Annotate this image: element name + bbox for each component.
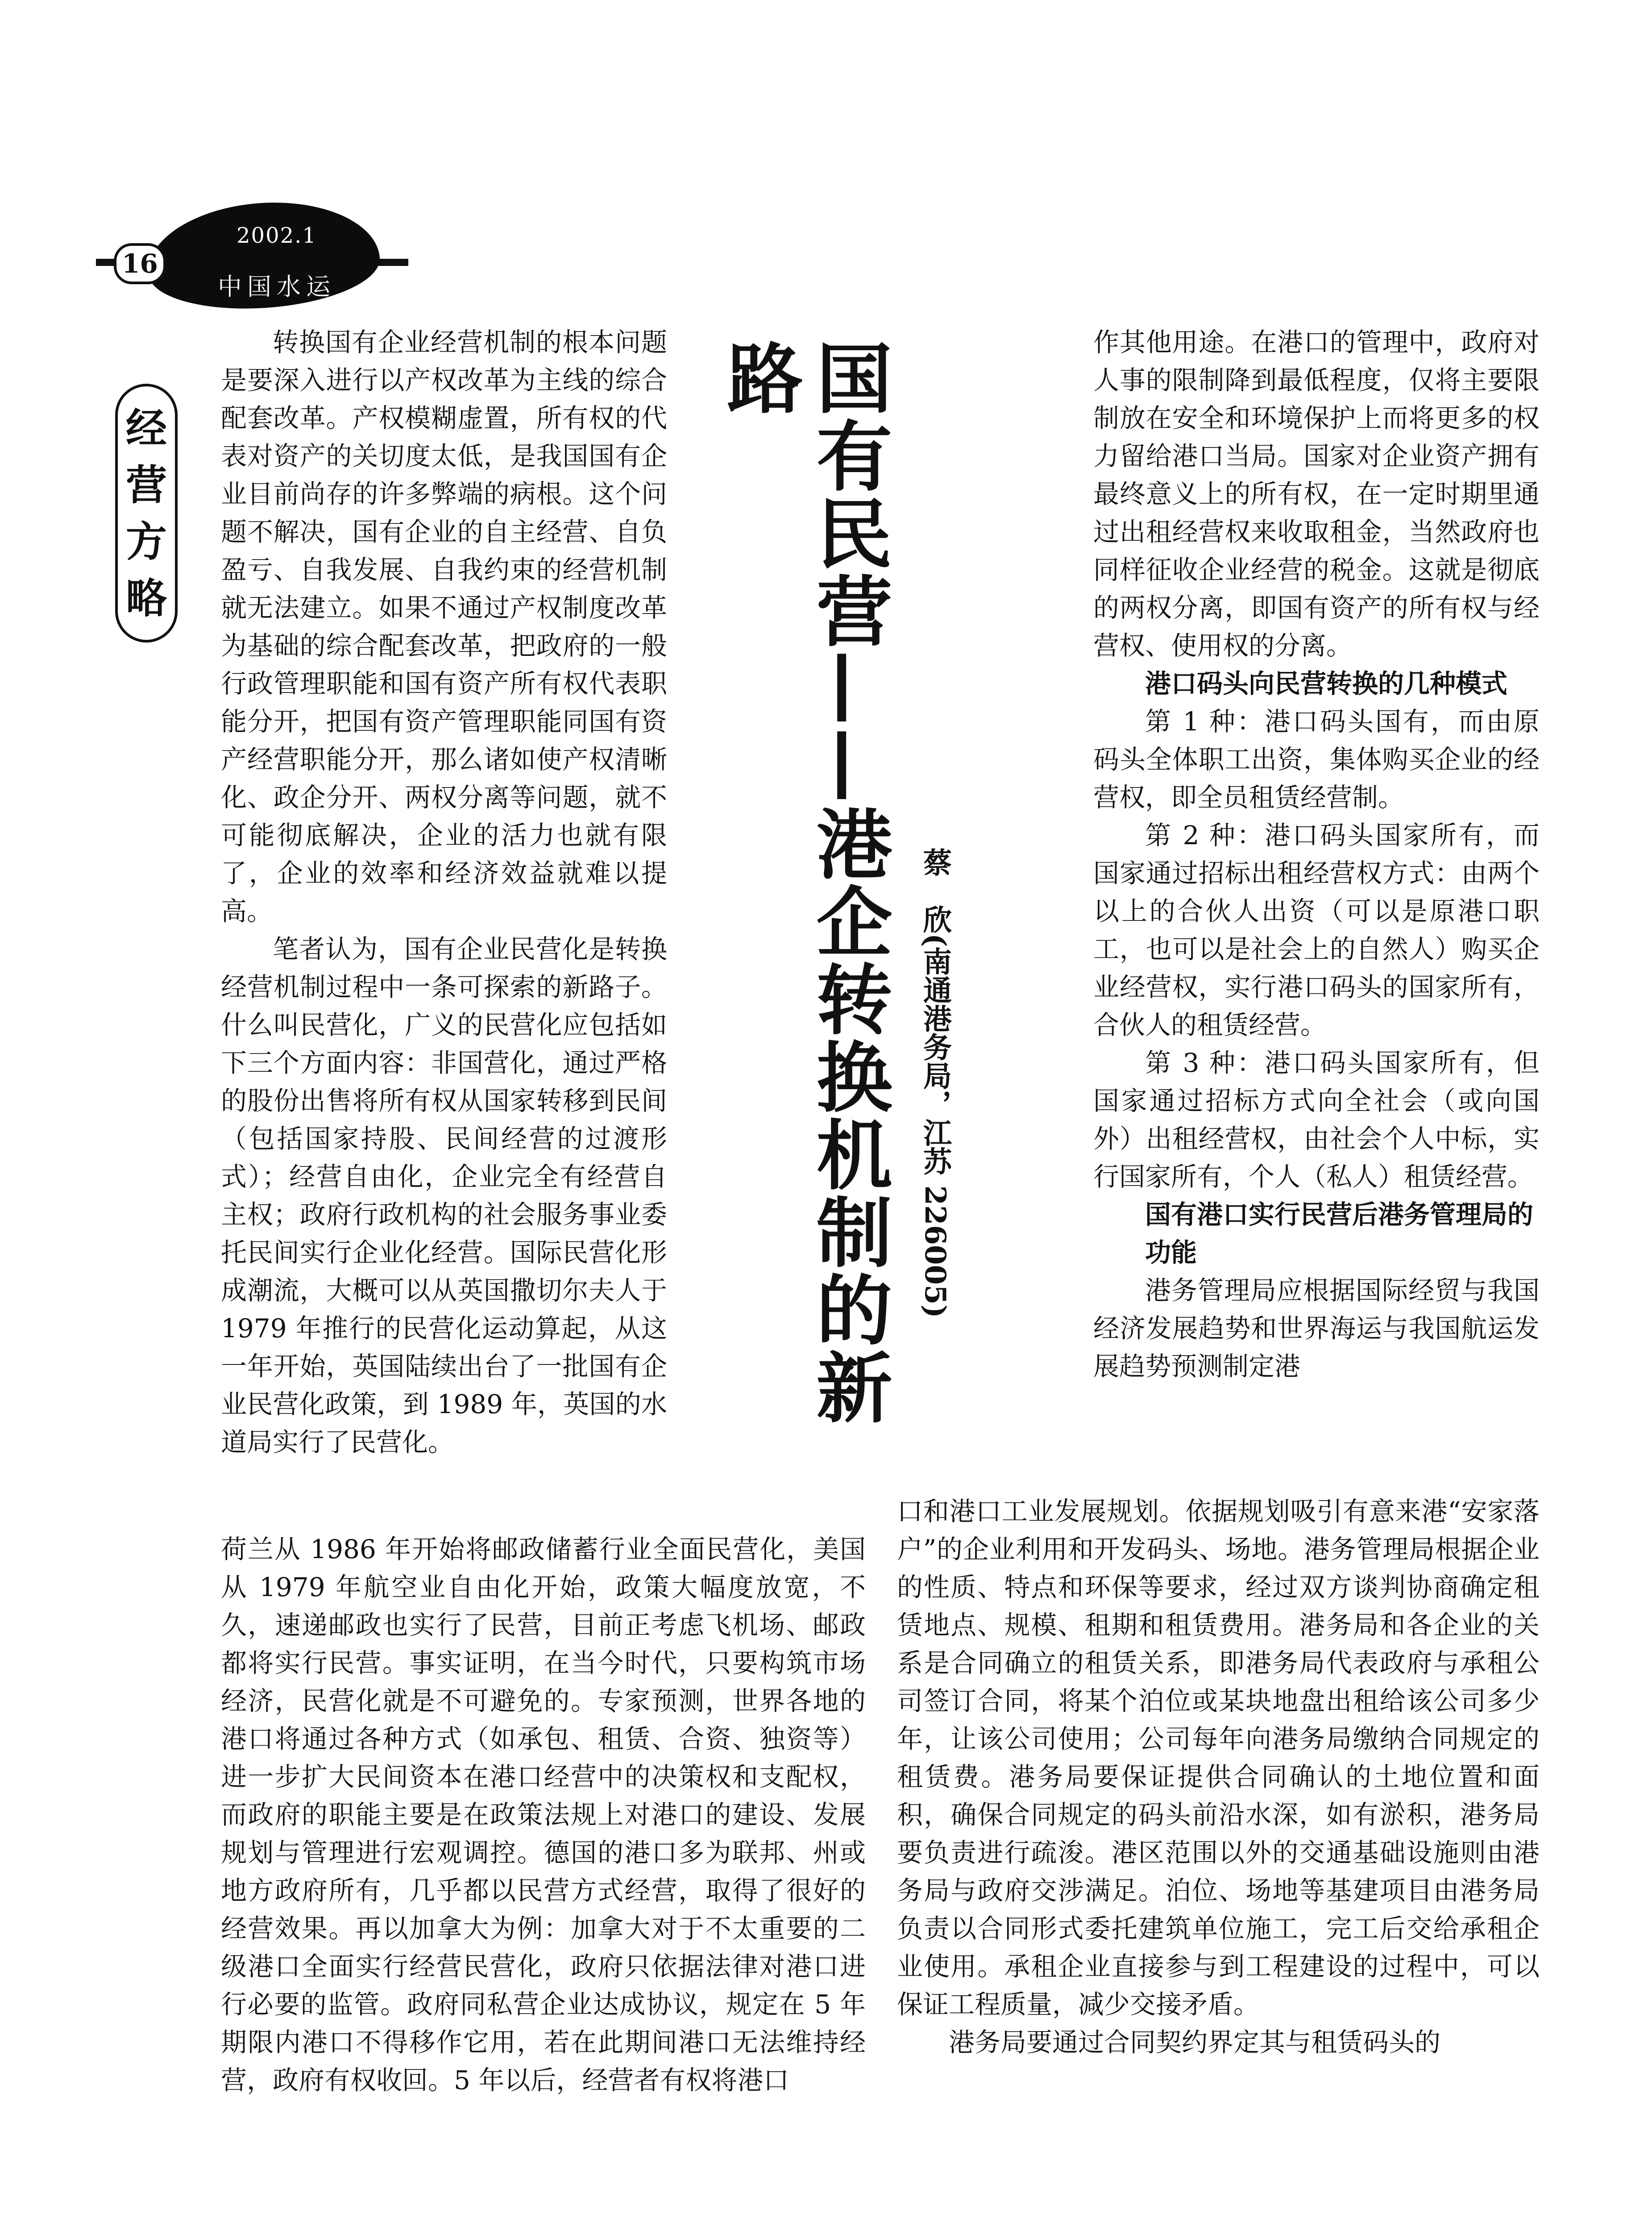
paragraph: 口和港口工业发展规划。依据规划吸引有意来港“安家落户”的企业利用和开发码头、场地。港务管理局根据企业的性质、特点和环保等要求，经过双方谈判协商确定租赁地点、规模、租期和租赁费用。港务局和各企业的关系是合同确立的租赁关系，即港务局代表政府与承租公司签订合同，将某个泊位或某块地盘出租给该公司多少年，让该公司使用；公司每年向港务局缴纳合同规定的租赁费。港务局要保证提供合同确认的土地位置和面积，确保合同规定的码头前沿水深，如有淤积，港务局要负责进行疏浚。港区范围以外的交通基础设施则由港务局与政府交涉满足。泊位、场地等基建项目由港务局负责以合同形式委托建筑单位施工，完工后交给承租企业使用。承租企业直接参与到工程建设的过程中，可以保证工程质量，减少交接矛盾。 [897, 1496, 1540, 2020]
article-title: 国有民营——港企转换机制的新路 [714, 339, 892, 1426]
paragraph: 第 2 种：港口码头国家所有，而国家通过招标出租经营权方式：由两个以上的合伙人出资（可以是原港口职工，也可以是社会上的自然人）购买企业经营权，实行港口码头的国家所有，合伙人的租赁经营。 [1093, 820, 1540, 1040]
paragraph: 第 1 种：港口码头国有，而由原码头全体职工出资，集体购买企业的经营权，即全员租赁经营制。 [1093, 706, 1540, 813]
paragraph: 荷兰从 1986 年开始将邮政储蓄行业全面民营化，美国从 1979 年航空业自由化开始，政策大幅度放宽，不久，速递邮政也实行了民营，目前正考虑飞机场、邮政都将实行民营。事实证明，在当今时代，只要构筑市场经济，民营化就是不可避免的。专家预测，世界各地的港口将通过各种方式（如承包、租赁、合资、独资等）进一步扩大民间资本在港口经营中的决策权和支配权，而政府的职能主要是在政策法规上对港口的建设、发展规划与管理进行宏观调控。德国的港口多为联邦、州或地方政府所有，几乎都以民营方式经营，取得了很好的经营效果。再以加拿大为例：加拿大对于不太重要的二级港口全面实行经营民营化，政府只依据法律对港口进行必要的监管。政府同私营企业达成协议，规定在 5 年期限内港口不得移作它用，若在此期间港口无法维持经营，政府有权收回。5 年以后，经营者有权将港口 [221, 1534, 866, 2095]
paragraph: 港务局要通过合同契约界定其与租赁码头的 [949, 2027, 1441, 2057]
body-column-left-top [221, 323, 667, 1461]
body-column-right-top [1093, 323, 1540, 1385]
article-author: 蔡 欣(南通港务局，江苏 226005) [918, 848, 952, 1319]
column-tag-char: 经 [125, 404, 167, 452]
issue-date: 2002.1 [237, 223, 317, 248]
column-tag-char: 营 [125, 460, 167, 509]
journal-name: 中国水运 [218, 273, 336, 301]
section-heading: 国有港口实行民营后港务管理局的功能 [1145, 1199, 1534, 1268]
column-tag-char: 方 [125, 517, 167, 566]
section-heading: 港口码头向民营转换的几种模式 [1145, 668, 1508, 699]
paragraph: 港务管理局应根据国际经贸与我国经济发展趋势和世界海运与我国航运发展趋势预测制定港 [1093, 1275, 1540, 1381]
body-column-right-bottom [897, 1493, 1540, 2061]
column-tag [115, 384, 178, 643]
body-column-left-bottom [221, 1530, 866, 2099]
paragraph: 笔者认为，国有企业民营化是转换经营机制过程中一条可探索的新路子。什么叫民营化，广义的民营化应包括如下三个方面内容：非国营化，通过严格的股份出售将所有权从国家转移到民间（包括国家持股、民间经营的过渡形式）；经营自由化，企业完全有经营自主权；政府行政机构的社会服务事业委托民间实行企业化经营。国际民营化形成潮流，大概可以从英国撒切尔夫人于 1979 年推行的民营化运动算起，从这一年开始，英国陆续出台了一批国有企业民营化政策，到 1989 年，英国的水道局实行了民营化。 [221, 934, 667, 1457]
paragraph: 第 3 种：港口码头国家所有，但国家通过招标方式向全社会（或向国外）出租经营权，由社会个人中标，实行国家所有，个人（私人）租赁经营。 [1093, 1048, 1540, 1192]
page-number: 16 [114, 243, 166, 284]
paragraph: 作其他用途。在港口的管理中，政府对人事的限制降到最低程度，仅将主要限制放在安全和环境保护上而将更多的权力留给港口当局。国家对企业资产拥有最终意义上的所有权，在一定时期里通过出租经营权来收取租金，当然政府也同样征收企业经营的税金。这就是彻底的两权分离，即国有资产的所有权与经营权、使用权的分离。 [1093, 327, 1540, 661]
column-tag-char: 略 [125, 574, 167, 622]
paragraph: 转换国有企业经营机制的根本问题是要深入进行以产权改革为主线的综合配套改革。产权模糊虚置，所有权的代表对资产的关切度太低，是我国国有企业目前尚存的许多弊端的病根。这个问题不解决，国有企业的自主经营、自负盈亏、自我发展、自我约束的经营机制就无法建立。如果不通过产权制度改革为基础的综合配套改革，把政府的一般行政管理职能和国有资产所有权代表职能分开，把国有资产管理职能同国有资产经营职能分开，那么诸如使产权清晰化、政企分开、两权分离等问题，就不可能彻底解决，企业的活力也就有限了，企业的效率和经济效益就难以提高。 [221, 327, 667, 926]
